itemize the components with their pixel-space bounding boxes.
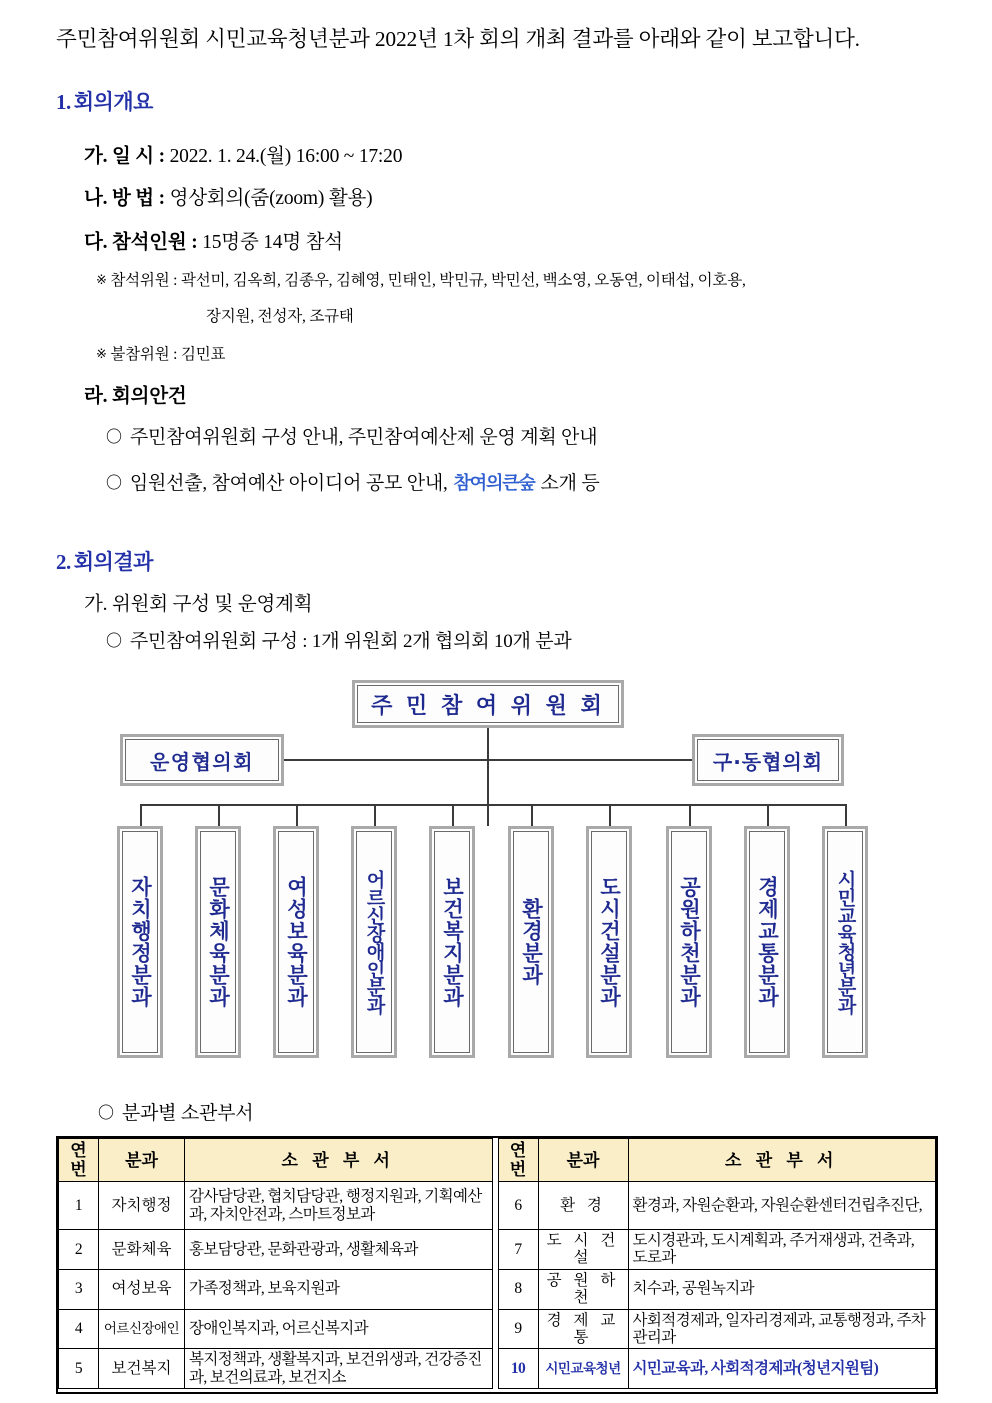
- connector-drop-9: [767, 804, 769, 826]
- subcommittee-6-label: 환경분과: [519, 898, 544, 986]
- row-2-division: 문화체육: [99, 1230, 185, 1270]
- org-node-subcommittee-10: [822, 826, 868, 1058]
- section-1-number: 1.: [56, 90, 71, 114]
- subcommittee-5-label: 보건복지분과: [440, 876, 465, 1008]
- subcommittee-2-label: 문화체육분과: [206, 876, 231, 1008]
- row-9-no: 9: [498, 1309, 538, 1349]
- connector-drop-5: [452, 804, 454, 826]
- section-2-title: 회의결과: [73, 550, 153, 574]
- row-6-no: 6: [498, 1182, 538, 1230]
- attendance-count-value: 15명중 14명 참석: [202, 232, 343, 253]
- connector-drop-4: [374, 804, 376, 826]
- table-row: [59, 1230, 936, 1270]
- section-2-sub-a: [84, 588, 312, 616]
- section-1-heading: [56, 86, 153, 116]
- header-departments-left: 소 관 부 서: [185, 1139, 493, 1182]
- row-7-no: 7: [498, 1230, 538, 1270]
- row-10-departments: 시민교육과, 사회적경제과(청년지원팀): [628, 1349, 936, 1389]
- row-6-departments: 환경과, 자원순환과, 자원순환센터건립추진단,: [628, 1182, 936, 1230]
- subcommittee-1-label: 자치행정분과: [128, 876, 153, 1008]
- attendees-note-row: [96, 268, 746, 290]
- committee-composition-text: 주민참여위원회 구성 : 1개 위원회 2개 협의회 10개 분과: [129, 631, 572, 652]
- section-2-number: 2.: [56, 550, 71, 574]
- table-row: [59, 1182, 936, 1230]
- connector-vertical-main: [487, 728, 489, 826]
- org-node-subcommittee-4: [351, 826, 397, 1058]
- connector-left-council: [284, 759, 488, 761]
- row-5-no: 5: [59, 1349, 99, 1389]
- dept-table-bullet: [98, 1098, 253, 1125]
- row-9-division: 경 제 교 통: [538, 1309, 628, 1349]
- subcommittee-9-label: 경제교통분과: [755, 876, 780, 1008]
- attendees-label: 참석위원 :: [110, 272, 178, 289]
- chamyeo-forest-logo: 참여의큰숲: [453, 473, 535, 494]
- org-node-subcommittee-7: [586, 826, 632, 1058]
- row-4-departments: 장애인복지과, 어르신복지과: [185, 1309, 493, 1349]
- subcommittee-8-label: 공원하천분과: [677, 876, 702, 1008]
- table-row: [59, 1349, 936, 1389]
- row-6-division: 환 경: [538, 1182, 628, 1230]
- meeting-method-label: 나. 방 법 :: [84, 188, 165, 209]
- row-4-division: 어르신장애인: [99, 1309, 185, 1349]
- row-8-no: 8: [498, 1269, 538, 1309]
- attendees-value: 곽선미, 김옥희, 김종우, 김혜영, 민태인, 박민규, 박민선, 백소영, 오동연, 이태섭, 이호용,: [180, 272, 746, 289]
- section-2-sub-a-label: 가. 위원회 구성 및 운영계획: [84, 594, 313, 615]
- org-node-subcommittee-9: [744, 826, 790, 1058]
- agenda-heading-label: 라. 회의안건: [84, 386, 187, 407]
- row-9-departments: 사회적경제과, 일자리경제과, 교통행정과, 주차관리과: [628, 1309, 936, 1349]
- attendees-value-continued: 장지원, 전성자, 조규태: [206, 308, 354, 325]
- subcommittee-7-label: 도시건설분과: [597, 876, 622, 1008]
- org-node-operating-council-label: 운영협의회: [149, 749, 255, 774]
- agenda-item-2-posttext: 소개 등: [540, 473, 600, 494]
- row-7-departments: 도시경관과, 도시계획과, 주거재생과, 건축과, 도로과: [628, 1230, 936, 1270]
- org-node-operating-council: [120, 734, 284, 786]
- asterisk-icon: ※: [96, 346, 107, 361]
- table-header-row: [59, 1139, 936, 1182]
- row-5-division: 보건복지: [99, 1349, 185, 1389]
- organization-chart: [0, 668, 992, 1088]
- meeting-datetime-label: 가. 일 시 :: [84, 146, 165, 167]
- circle-bullet-icon: 〇: [106, 633, 122, 650]
- org-node-district-council-label: 구·동협의회: [712, 749, 824, 774]
- row-10-division: 시민교육청년: [538, 1349, 628, 1389]
- circle-bullet-icon: 〇: [106, 475, 122, 492]
- org-node-subcommittee-6: [508, 826, 554, 1058]
- row-1-no: 1: [59, 1182, 99, 1230]
- org-node-subcommittee-3: [273, 826, 319, 1058]
- org-node-main-committee: [352, 680, 624, 728]
- row-4-no: 4: [59, 1309, 99, 1349]
- agenda-item-1-text: 주민참여위원회 구성 안내, 주민참여예산제 운영 계획 안내: [129, 427, 598, 448]
- row-5-departments: 복지정책과, 생활복지과, 보건위생과, 건강증진과, 보건의료과, 보건지소: [185, 1349, 493, 1389]
- connector-drop-10: [845, 804, 847, 826]
- absentees-value: 김민표: [180, 346, 226, 363]
- row-3-departments: 가족정책과, 보육지원과: [185, 1269, 493, 1309]
- section-2-heading: [56, 546, 153, 576]
- agenda-item-1: [106, 422, 597, 449]
- attendance-count-label: 다. 참석인원 :: [84, 232, 198, 253]
- circle-bullet-icon: 〇: [98, 1105, 114, 1122]
- connector-drop-1: [140, 804, 142, 826]
- agenda-item-2: [106, 468, 600, 495]
- table-row: [59, 1269, 936, 1309]
- org-node-subcommittee-5: [429, 826, 475, 1058]
- row-8-departments: 치수과, 공원녹지과: [628, 1269, 936, 1309]
- row-1-departments: 감사담당관, 협치담당관, 행정지원과, 기획예산과, 자치안전과, 스마트정보과: [185, 1182, 493, 1230]
- subcommittee-10-label: 시민교육청년분과: [834, 870, 857, 1014]
- connector-drop-3: [296, 804, 298, 826]
- connector-drop-7: [609, 804, 611, 826]
- row-8-division: 공 원 하 천: [538, 1269, 628, 1309]
- org-node-subcommittee-8: [666, 826, 712, 1058]
- absentees-note-row: [96, 342, 225, 364]
- row-3-division: 여성보육: [99, 1269, 185, 1309]
- agenda-heading: [84, 380, 187, 408]
- connector-drop-6: [531, 804, 533, 826]
- header-division-right: 분과: [538, 1139, 628, 1182]
- section-1-title: 회의개요: [73, 90, 153, 114]
- connector-drop-2: [218, 804, 220, 826]
- asterisk-icon: ※: [96, 272, 107, 287]
- row-2-departments: 홍보담당관, 문화관광과, 생활체육과: [185, 1230, 493, 1270]
- header-no-left: 연번: [59, 1139, 99, 1182]
- org-node-main-committee-label: 주 민 참 여 위 원 회: [371, 693, 605, 719]
- absentees-label: 불참위원 :: [110, 346, 178, 363]
- agenda-item-2-pretext: 임원선출, 참여예산 아이디어 공모 안내,: [129, 473, 448, 494]
- meeting-method-row: [84, 182, 372, 210]
- meeting-datetime-row: [84, 140, 402, 168]
- attendees-note-continued: [206, 304, 354, 326]
- department-assignment-table: [58, 1138, 936, 1389]
- dept-table-bullet-text: 분과별 소관부서: [121, 1103, 254, 1124]
- row-7-division: 도 시 건 설: [538, 1230, 628, 1270]
- org-node-subcommittee-2: [195, 826, 241, 1058]
- org-node-subcommittee-1: [117, 826, 163, 1058]
- row-2-no: 2: [59, 1230, 99, 1270]
- row-1-division: 자치행정: [99, 1182, 185, 1230]
- attendance-count-row: [84, 226, 343, 254]
- connector-drop-8: [689, 804, 691, 826]
- connector-horizontal-bus: [140, 804, 846, 806]
- intro-paragraph: 주민참여위원회 시민교육청년분과 2022년 1차 회의 개최 결과를 아래와 같이 보고합니다.: [56, 27, 860, 51]
- org-node-district-council: [692, 734, 844, 786]
- row-10-no: 10: [498, 1349, 538, 1389]
- header-departments-right: 소 관 부 서: [628, 1139, 936, 1182]
- circle-bullet-icon: 〇: [106, 429, 122, 446]
- committee-composition-bullet: [106, 626, 572, 653]
- row-3-no: 3: [59, 1269, 99, 1309]
- header-division-left: 분과: [99, 1139, 185, 1182]
- meeting-datetime-value: 2022. 1. 24.(월) 16:00 ~ 17:20: [169, 146, 403, 167]
- table-row: [59, 1309, 936, 1349]
- subcommittee-3-label: 여성보육분과: [284, 876, 309, 1008]
- connector-right-council: [487, 759, 693, 761]
- subcommittee-4-label: 어르신장애인분과: [363, 870, 386, 1014]
- header-no-right: 연번: [498, 1139, 538, 1182]
- meeting-method-value: 영상회의(줌(zoom) 활용): [169, 188, 373, 209]
